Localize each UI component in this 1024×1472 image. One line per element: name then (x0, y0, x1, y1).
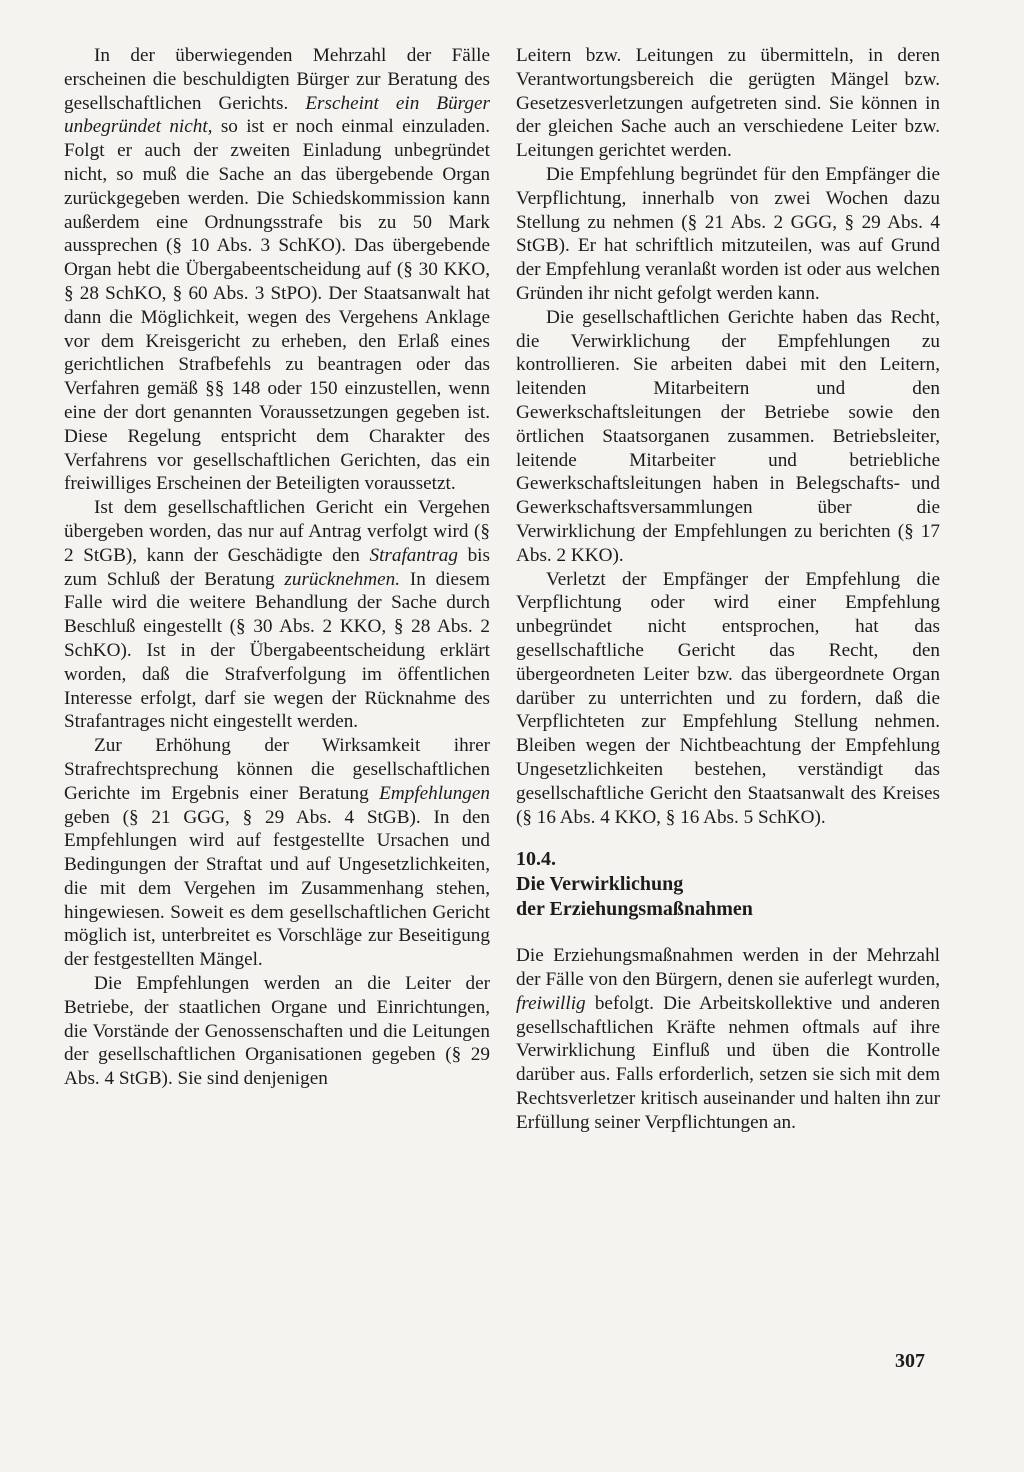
section-title-line: der Erziehungsmaßnahmen (516, 898, 753, 921)
section-number: 10.4. (516, 848, 556, 871)
paragraph-text: In diesem Falle wird die weitere Behandlung der Sache durch Beschluß eingestellt (§ 30 Abs. 2 KKO, § 28 Abs. 2 SchKO). Ist in der Übergabeentscheidung erklärt worden, daß die Strafverfolgung im öffentlichen Interesse erfolgt, darf sie wegen der Rücknahme des Strafantrages nicht eingestellt werden. (64, 568, 490, 733)
paragraph (64, 496, 490, 734)
paragraph-text: Zur Erhöhung der Wirksamkeit ihrer Strafrechtsprechung können die gesellschaftlichen Gerichte im Ergebnis einer Beratung (64, 735, 490, 804)
section-title-line: Die Verwirklichung (516, 873, 684, 896)
paragraph: Verletzt der Empfänger der Empfehlung die Verpflichtung oder wird einer Empfehlung unbegründet nicht entsprochen, hat das gesellschaftliche Gericht das Recht, den übergeordneten Leiter bzw. das übergeordnete Organ darüber zu unterrichten und zu fordern, daß die Verpflichteten zur Empfehlung Stellung nehmen. Bleiben wegen der Nichtbeachtung der Empfehlung Ungesetzlichkeiten bestehen, verständigt das gesellschaftliche Gericht den Staatsanwalt des Kreises (§ 16 Abs. 4 KKO, § 16 Abs. 5 SchKO). (516, 568, 940, 828)
paragraph-text: geben (§ 21 GGG, § 29 Abs. 4 StGB). In den Empfehlungen wird auf festgestellte Ursachen und Bedingungen der Straftat und auf Ungesetzlichkeiten, die mit dem Vergehen im Zusammenhang stehen, hingewiesen. Soweit es dem gesellschaftlichen Gericht möglich ist, unterbreitet es Vorschläge zur Beseitigung der festgestellten Mängel. (64, 806, 490, 971)
italic-phrase: zurücknehmen. (284, 568, 401, 590)
section-heading (516, 847, 940, 922)
italic-phrase: Erscheint ein Bürger unbegründet nicht, (64, 92, 490, 138)
left-column (64, 44, 490, 1091)
paragraph: Die gesellschaftlichen Gerichte haben das Recht, die Verwirklichung der Empfehlungen zu kontrollieren. Sie arbeiten dabei mit den Leitern, leitenden Mitarbeitern und den Gewerkschaftsleitungen der Betriebe sowie den örtlichen Staatsorganen zusammen. Betriebsleiter, leitende Mitarbeiter und betriebliche Gewerkschaftsleitungen haben in Belegschafts- und Gewerkschaftsversammlungen über die Verwirklichung der Empfehlungen zu berichten (§ 17 Abs. 2 KKO). (516, 306, 940, 566)
italic-phrase: freiwillig (516, 992, 586, 1014)
paragraph (64, 44, 490, 496)
paragraph (516, 944, 940, 1134)
paragraph-text: Ist dem gesellschaftlichen Gericht ein Vergehen übergeben worden, das nur auf Antrag verfolgt wird (§ 2 StGB), kann der Geschädigte den (64, 497, 490, 566)
italic-phrase: Strafantrag (369, 544, 458, 566)
paragraph-text: so ist er noch einmal einzuladen. Folgt er auch der zweiten Einladung unbegründet nicht, so muß die Sache an das übergebende Organ zurückgegeben werden. Die Schiedskommission kann außerdem eine Ordnungsstrafe bis zu 50 Mark aussprechen (§ 10 Abs. 3 SchKO). Das übergebende Organ hebt die Übergabeentscheidung auf (§ 30 KKO, § 28 SchKO, § 60 Abs. 3 StPO). Der Staatsanwalt hat dann die Möglichkeit, wegen des Vergehens Anklage vor dem Kreisgericht zu erheben, den Erlaß eines gerichtlichen Strafbefehls zu beantragen oder das Verfahren gemäß §§ 148 oder 150 einzustellen, wenn eine der dort genannten Voraussetzungen gegeben ist. Diese Regelung entspricht dem Charakter des Verfahrens vor gesellschaftlichen Gerichten, das ein freiwilliges Erscheinen der Beteiligten voraussetzt. (64, 116, 490, 495)
paragraph: Leitern bzw. Leitungen zu übermitteln, in deren Verantwortungsbereich die gerügten Mängel bzw. Gesetzesverletzungen aufgetreten sind. Sie können in der gleichen Sache auch an verschiedene Leiter bzw. Leitungen gerichtet werden. (516, 45, 940, 162)
paragraph-text: bis zum Schluß der Beratung (64, 544, 490, 590)
page-number: 307 (895, 1350, 925, 1372)
right-column (516, 44, 940, 1135)
paragraph (64, 734, 490, 972)
italic-phrase: Empfehlungen (379, 782, 490, 804)
paragraph-text: Die Empfehlungen werden an die Leiter der Betriebe, der staatlichen Organe und Einrichtungen, die Vorstände der Genossenschaften und die Leitungen der gesellschaftlichen Organisationen gegeben (§ 29 Abs. 4 StGB). Sie sind denjenigen (64, 973, 490, 1090)
paragraph (64, 972, 490, 1091)
paragraph-text: In der überwiegenden Mehrzahl der Fälle erscheinen die beschuldigten Bürger zur Beratung des gesellschaftlichen Gerichts. (64, 45, 490, 114)
paragraph-text: befolgt. Die Arbeitskollektive und anderen gesellschaftlichen Kräfte nehmen oftmals auf ihre Verwirklichung Einfluß und üben die Kontrolle darüber aus. Falls erforderlich, setzen sie sich mit dem Rechtsverletzer kritisch auseinander und halten ihn zur Erfüllung seiner Verpflichtungen an. (516, 992, 940, 1133)
paragraph-text: Die Erziehungsmaßnahmen werden in der Mehrzahl der Fälle von den Bürgern, denen sie auferlegt wurden, (516, 945, 940, 991)
paragraph: Die Empfehlung begründet für den Empfänger die Verpflichtung, innerhalb von zwei Wochen dazu Stellung zu nehmen (§ 21 Abs. 2 GGG, § 29 Abs. 4 StGB). Er hat schriftlich mitzuteilen, was auf Grund der Empfehlung veranlaßt worden ist oder aus welchen Gründen ihr nicht gefolgt werden kann. (516, 163, 940, 304)
